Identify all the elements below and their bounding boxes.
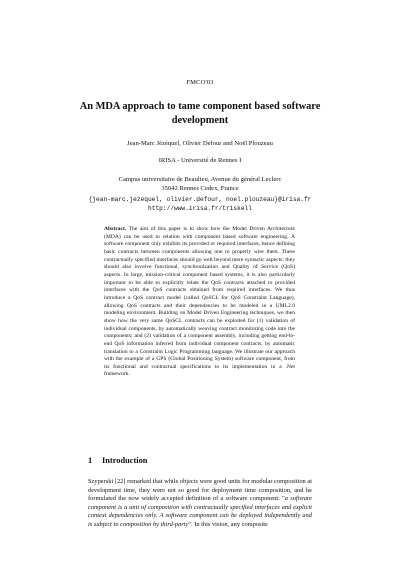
paper-title: An MDA approach to tame component based software development <box>79 101 321 126</box>
component-definition-quote: a software component is a unit of composition with contractually specified interfaces and explicit context dependencies only. A software component can be deployed independently and is subject to composition by third-party <box>88 495 312 528</box>
introduction-paragraph <box>88 478 312 530</box>
venue-label: FMCO'03 <box>186 79 214 86</box>
affiliation-institute: IRISA - Université de Rennes I <box>158 157 242 164</box>
paragraph-text-end: ". In this vision, any composite <box>188 520 268 528</box>
section-number: 1 <box>88 456 93 465</box>
affiliation-address: Campus universitaire de Beaulieu, Avenue du général Leclerc <box>118 176 282 183</box>
abstract-text: The aim of this paper is to show how the Model Driven Architecture (MDA) can be used in relation with component based software engineering. A software component only exhibits its provided or required interfaces, hence defining basic contracts between components allowing one to properly wire them. These contractually specified interfaces should go well beyond mere syntactic aspects: they should also involve functional, synchronization and Quality of Service (QoS) aspects. In large, mission-critical component based systems, it is also particularly important to be able to explicitly relate the QoS contracts attached to provided interfaces with the QoS contracts obtained from required interfaces. We thus introduce a QoS contract model (called QoSCL for QoS Constraint Language), allowing QoS contracts and their dependencies to be modeled in a UML2.0 modeling environment. Building on Model Driven Engineering techniques, we then show how the very same QoSCL contracts can be exploited for (1) validation of individual components, by automatically weaving contract monitoring code into the components; and (2) validation of a component assembly, including getting end-to-end QoS information inferred from individual component contracts, by automatic translation to a Constraint Logic Programming language. We illustrate our approach with the example of a GPS (Global Positioning System) software component, from its functional and contractual specifications to its implementation in a .Net framework. <box>104 226 295 378</box>
team-url: http://www.irisa.fr/triskell <box>148 205 252 212</box>
author-emails: {jean-marc.jezequel, olivier.defour, noel.plouzeau}@irisa.fr <box>88 196 312 203</box>
author-list: Jean-Marc Jézéquel, Olivier Defour and Noël Plouzeau <box>127 140 273 147</box>
paragraph-text-start: Szyperski [22] remarked that while objects were good units for modular composition at development time, they were not so good for deployment time composition, and he formulated the now widely accepted definition of a software component: " <box>88 478 312 503</box>
section-title: Introduction <box>102 456 148 465</box>
abstract-label: Abstract. <box>104 226 127 232</box>
abstract-block <box>104 226 295 379</box>
affiliation-city: 35042 Rennes Cedex, France <box>161 185 239 192</box>
section-heading-introduction <box>88 456 147 465</box>
